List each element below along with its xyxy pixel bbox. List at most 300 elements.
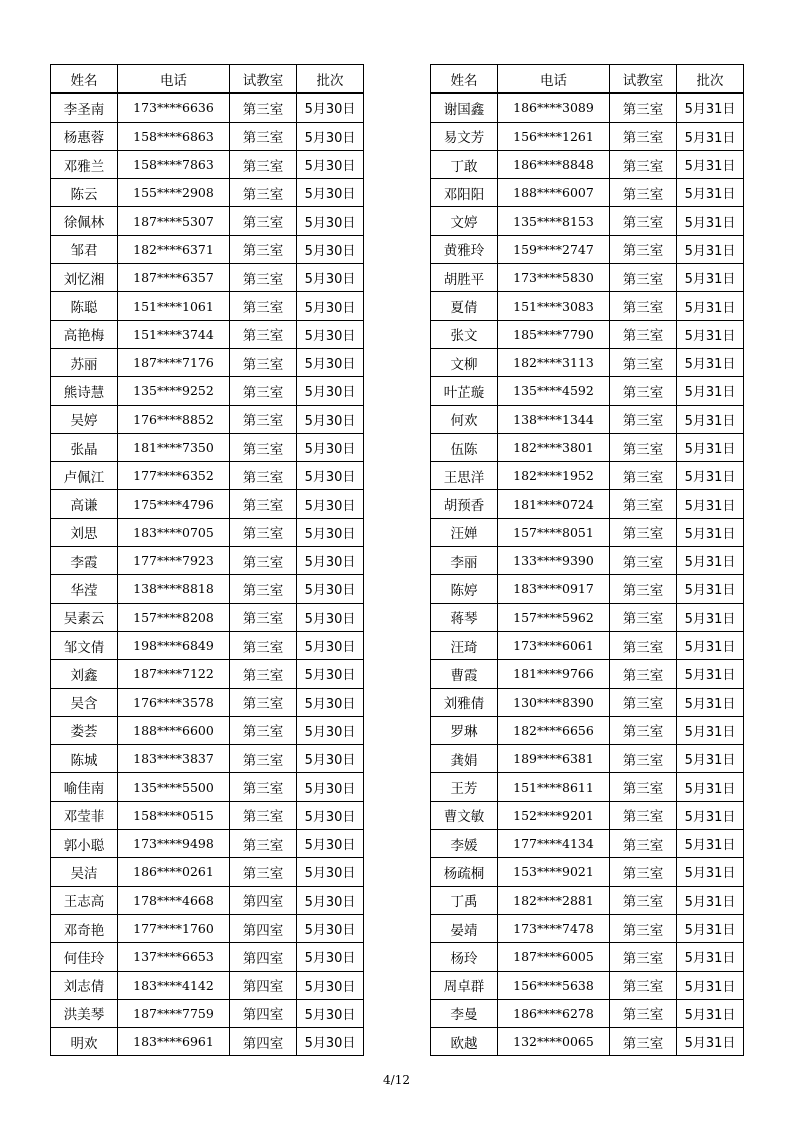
cell-batch: 5月31日 <box>677 1028 744 1056</box>
cell-batch: 5月31日 <box>677 943 744 971</box>
cell-room: 第三室 <box>230 433 297 461</box>
cell-name: 邹君 <box>51 235 118 263</box>
table-row <box>431 377 744 405</box>
cell-phone: 159****2747 <box>498 235 610 263</box>
cell-phone: 183****0705 <box>118 518 230 546</box>
cell-phone: 157****5962 <box>498 603 610 631</box>
cell-phone: 183****3837 <box>118 745 230 773</box>
cell-phone: 158****6863 <box>118 122 230 150</box>
cell-name: 何欢 <box>431 405 498 433</box>
table-row <box>431 320 744 348</box>
cell-room: 第三室 <box>610 292 677 320</box>
cell-name: 邓雅兰 <box>51 150 118 178</box>
table-row <box>51 773 364 801</box>
cell-room: 第三室 <box>610 547 677 575</box>
cell-name: 丁禹 <box>431 886 498 914</box>
table-row <box>431 179 744 207</box>
cell-phone: 137****6653 <box>118 943 230 971</box>
table-row <box>51 575 364 603</box>
cell-phone: 151****1061 <box>118 292 230 320</box>
cell-room: 第三室 <box>230 575 297 603</box>
cell-batch: 5月30日 <box>297 773 364 801</box>
table-row <box>431 603 744 631</box>
cell-phone: 130****8390 <box>498 688 610 716</box>
table-row <box>431 122 744 150</box>
cell-batch: 5月30日 <box>297 688 364 716</box>
roster-body-left <box>51 93 364 1056</box>
cell-batch: 5月31日 <box>677 462 744 490</box>
cell-phone: 175****4796 <box>118 490 230 518</box>
cell-phone: 187****7176 <box>118 348 230 376</box>
cell-batch: 5月30日 <box>297 264 364 292</box>
table-row <box>51 830 364 858</box>
cell-batch: 5月30日 <box>297 518 364 546</box>
cell-name: 杨玲 <box>431 943 498 971</box>
cell-name: 文柳 <box>431 348 498 376</box>
table-row <box>431 773 744 801</box>
cell-name: 胡胜平 <box>431 264 498 292</box>
cell-batch: 5月30日 <box>297 603 364 631</box>
cell-room: 第三室 <box>230 660 297 688</box>
cell-phone: 188****6007 <box>498 179 610 207</box>
cell-room: 第三室 <box>610 914 677 942</box>
header-batch: 批次 <box>297 65 364 94</box>
cell-name: 李霞 <box>51 547 118 575</box>
cell-room: 第三室 <box>610 943 677 971</box>
table-row <box>51 433 364 461</box>
table-header-row <box>51 65 364 94</box>
cell-batch: 5月31日 <box>677 858 744 886</box>
cell-name: 吴含 <box>51 688 118 716</box>
table-row <box>431 150 744 178</box>
cell-batch: 5月31日 <box>677 660 744 688</box>
cell-name: 陈婷 <box>431 575 498 603</box>
cell-batch: 5月31日 <box>677 801 744 829</box>
cell-room: 第三室 <box>610 264 677 292</box>
cell-batch: 5月30日 <box>297 207 364 235</box>
cell-room: 第三室 <box>610 971 677 999</box>
table-row <box>431 688 744 716</box>
cell-phone: 132****0065 <box>498 1028 610 1056</box>
cell-room: 第三室 <box>230 179 297 207</box>
cell-room: 第三室 <box>610 1028 677 1056</box>
roster-body-right <box>431 93 744 1056</box>
cell-phone: 176****3578 <box>118 688 230 716</box>
cell-name: 邓奇艳 <box>51 914 118 942</box>
cell-batch: 5月31日 <box>677 264 744 292</box>
cell-phone: 151****3744 <box>118 320 230 348</box>
cell-batch: 5月31日 <box>677 971 744 999</box>
table-row <box>51 518 364 546</box>
roster-table-right <box>430 64 744 1056</box>
table-row <box>431 943 744 971</box>
cell-phone: 183****4142 <box>118 971 230 999</box>
cell-batch: 5月30日 <box>297 1028 364 1056</box>
table-row <box>51 914 364 942</box>
table-row <box>51 745 364 773</box>
cell-batch: 5月31日 <box>677 886 744 914</box>
cell-name: 陈云 <box>51 179 118 207</box>
cell-room: 第三室 <box>230 716 297 744</box>
cell-batch: 5月30日 <box>297 886 364 914</box>
cell-phone: 187****6357 <box>118 264 230 292</box>
cell-name: 王芳 <box>431 773 498 801</box>
cell-name: 杨惠蓉 <box>51 122 118 150</box>
cell-phone: 189****6381 <box>498 745 610 773</box>
table-row <box>431 575 744 603</box>
table-row <box>51 631 364 659</box>
table-row <box>51 235 364 263</box>
cell-room: 第三室 <box>230 93 297 122</box>
cell-batch: 5月30日 <box>297 745 364 773</box>
cell-phone: 156****5638 <box>498 971 610 999</box>
cell-batch: 5月31日 <box>677 122 744 150</box>
table-row <box>431 716 744 744</box>
cell-batch: 5月30日 <box>297 490 364 518</box>
table-row <box>51 405 364 433</box>
cell-batch: 5月31日 <box>677 745 744 773</box>
table-row <box>431 858 744 886</box>
cell-phone: 182****2881 <box>498 886 610 914</box>
cell-phone: 176****8852 <box>118 405 230 433</box>
cell-name: 苏丽 <box>51 348 118 376</box>
cell-batch: 5月31日 <box>677 348 744 376</box>
cell-phone: 185****7790 <box>498 320 610 348</box>
table-row <box>431 264 744 292</box>
cell-batch: 5月31日 <box>677 235 744 263</box>
cell-name: 邓莹菲 <box>51 801 118 829</box>
cell-batch: 5月30日 <box>297 971 364 999</box>
roster-table-left <box>50 64 364 1056</box>
cell-batch: 5月30日 <box>297 405 364 433</box>
cell-room: 第三室 <box>610 830 677 858</box>
table-row <box>431 801 744 829</box>
cell-name: 刘思 <box>51 518 118 546</box>
cell-room: 第三室 <box>230 150 297 178</box>
cell-phone: 173****7478 <box>498 914 610 942</box>
cell-room: 第三室 <box>230 801 297 829</box>
cell-batch: 5月30日 <box>297 660 364 688</box>
cell-room: 第三室 <box>610 886 677 914</box>
cell-name: 文婷 <box>431 207 498 235</box>
table-row <box>431 490 744 518</box>
cell-name: 李圣南 <box>51 93 118 122</box>
cell-phone: 157****8051 <box>498 518 610 546</box>
table-row <box>51 1028 364 1056</box>
header-room: 试教室 <box>610 65 677 94</box>
cell-batch: 5月30日 <box>297 575 364 603</box>
cell-room: 第三室 <box>230 348 297 376</box>
cell-phone: 135****9252 <box>118 377 230 405</box>
cell-phone: 187****7122 <box>118 660 230 688</box>
cell-phone: 177****7923 <box>118 547 230 575</box>
cell-room: 第三室 <box>610 235 677 263</box>
cell-room: 第三室 <box>610 320 677 348</box>
table-row <box>431 745 744 773</box>
cell-room: 第三室 <box>230 122 297 150</box>
table-row <box>431 886 744 914</box>
cell-phone: 135****4592 <box>498 377 610 405</box>
cell-name: 周卓群 <box>431 971 498 999</box>
table-row <box>431 547 744 575</box>
cell-batch: 5月30日 <box>297 122 364 150</box>
table-row <box>431 660 744 688</box>
cell-batch: 5月30日 <box>297 631 364 659</box>
cell-phone: 186****3089 <box>498 93 610 122</box>
table-row <box>51 292 364 320</box>
cell-name: 罗琳 <box>431 716 498 744</box>
cell-batch: 5月30日 <box>297 235 364 263</box>
cell-name: 吴婷 <box>51 405 118 433</box>
cell-room: 第三室 <box>610 490 677 518</box>
table-row <box>431 405 744 433</box>
cell-batch: 5月30日 <box>297 547 364 575</box>
cell-room: 第三室 <box>230 745 297 773</box>
cell-phone: 152****9201 <box>498 801 610 829</box>
table-row <box>51 688 364 716</box>
cell-name: 晏靖 <box>431 914 498 942</box>
cell-name: 谢国鑫 <box>431 93 498 122</box>
cell-batch: 5月31日 <box>677 575 744 603</box>
cell-batch: 5月30日 <box>297 943 364 971</box>
cell-name: 李丽 <box>431 547 498 575</box>
cell-phone: 173****6636 <box>118 93 230 122</box>
cell-phone: 151****3083 <box>498 292 610 320</box>
cell-room: 第四室 <box>230 1028 297 1056</box>
cell-phone: 153****9021 <box>498 858 610 886</box>
cell-name: 吴洁 <box>51 858 118 886</box>
cell-phone: 198****6849 <box>118 631 230 659</box>
cell-phone: 187****5307 <box>118 207 230 235</box>
cell-phone: 187****6005 <box>498 943 610 971</box>
table-row <box>51 122 364 150</box>
cell-name: 喻佳南 <box>51 773 118 801</box>
cell-name: 陈聪 <box>51 292 118 320</box>
header-name: 姓名 <box>431 65 498 94</box>
cell-batch: 5月31日 <box>677 292 744 320</box>
cell-room: 第三室 <box>610 348 677 376</box>
cell-room: 第三室 <box>610 801 677 829</box>
table-row <box>51 603 364 631</box>
table-row <box>431 235 744 263</box>
cell-batch: 5月31日 <box>677 150 744 178</box>
cell-name: 汪婵 <box>431 518 498 546</box>
cell-name: 丁敢 <box>431 150 498 178</box>
cell-room: 第三室 <box>610 688 677 716</box>
cell-room: 第三室 <box>610 999 677 1027</box>
table-row <box>431 462 744 490</box>
cell-room: 第三室 <box>610 150 677 178</box>
cell-batch: 5月31日 <box>677 773 744 801</box>
cell-room: 第三室 <box>230 631 297 659</box>
cell-name: 何佳玲 <box>51 943 118 971</box>
cell-room: 第四室 <box>230 914 297 942</box>
table-row <box>431 292 744 320</box>
cell-room: 第三室 <box>230 292 297 320</box>
cell-name: 高谦 <box>51 490 118 518</box>
table-row <box>51 179 364 207</box>
cell-batch: 5月31日 <box>677 688 744 716</box>
cell-phone: 157****8208 <box>118 603 230 631</box>
cell-phone: 181****9766 <box>498 660 610 688</box>
cell-room: 第三室 <box>230 490 297 518</box>
cell-name: 熊诗慧 <box>51 377 118 405</box>
cell-phone: 186****6278 <box>498 999 610 1027</box>
cell-room: 第三室 <box>230 462 297 490</box>
table-row <box>431 631 744 659</box>
cell-batch: 5月31日 <box>677 490 744 518</box>
table-row <box>51 462 364 490</box>
cell-room: 第三室 <box>610 575 677 603</box>
cell-batch: 5月30日 <box>297 914 364 942</box>
cell-batch: 5月31日 <box>677 405 744 433</box>
cell-phone: 186****0261 <box>118 858 230 886</box>
cell-phone: 173****9498 <box>118 830 230 858</box>
cell-name: 夏倩 <box>431 292 498 320</box>
cell-phone: 182****6371 <box>118 235 230 263</box>
cell-batch: 5月30日 <box>297 716 364 744</box>
cell-room: 第三室 <box>610 93 677 122</box>
table-row <box>431 999 744 1027</box>
cell-phone: 158****0515 <box>118 801 230 829</box>
cell-room: 第三室 <box>610 858 677 886</box>
cell-batch: 5月31日 <box>677 207 744 235</box>
cell-room: 第三室 <box>230 320 297 348</box>
header-batch: 批次 <box>677 65 744 94</box>
cell-room: 第三室 <box>610 745 677 773</box>
cell-room: 第三室 <box>230 547 297 575</box>
table-row <box>51 93 364 122</box>
cell-phone: 178****4668 <box>118 886 230 914</box>
cell-batch: 5月30日 <box>297 801 364 829</box>
cell-phone: 155****2908 <box>118 179 230 207</box>
cell-room: 第三室 <box>610 773 677 801</box>
cell-phone: 173****5830 <box>498 264 610 292</box>
table-row <box>431 433 744 461</box>
cell-name: 张文 <box>431 320 498 348</box>
cell-phone: 182****3801 <box>498 433 610 461</box>
cell-room: 第三室 <box>230 858 297 886</box>
table-row <box>431 914 744 942</box>
cell-name: 李曼 <box>431 999 498 1027</box>
cell-room: 第三室 <box>230 830 297 858</box>
table-header-row <box>431 65 744 94</box>
cell-phone: 182****3113 <box>498 348 610 376</box>
table-row <box>51 943 364 971</box>
cell-phone: 183****6961 <box>118 1028 230 1056</box>
table-row <box>51 858 364 886</box>
cell-phone: 181****0724 <box>498 490 610 518</box>
cell-room: 第三室 <box>230 264 297 292</box>
cell-batch: 5月30日 <box>297 150 364 178</box>
cell-name: 蒋琴 <box>431 603 498 631</box>
cell-name: 王思洋 <box>431 462 498 490</box>
cell-phone: 182****1952 <box>498 462 610 490</box>
cell-room: 第三室 <box>610 603 677 631</box>
cell-name: 刘鑫 <box>51 660 118 688</box>
cell-room: 第三室 <box>610 518 677 546</box>
cell-room: 第三室 <box>610 377 677 405</box>
cell-name: 刘志倩 <box>51 971 118 999</box>
cell-phone: 183****0917 <box>498 575 610 603</box>
table-row <box>51 490 364 518</box>
cell-room: 第三室 <box>610 462 677 490</box>
cell-batch: 5月31日 <box>677 93 744 122</box>
cell-name: 邹文倩 <box>51 631 118 659</box>
cell-room: 第三室 <box>230 603 297 631</box>
table-row <box>51 660 364 688</box>
cell-name: 曹霞 <box>431 660 498 688</box>
cell-room: 第四室 <box>230 999 297 1027</box>
table-row <box>51 264 364 292</box>
cell-name: 汪琦 <box>431 631 498 659</box>
cell-name: 王志高 <box>51 886 118 914</box>
cell-phone: 151****8611 <box>498 773 610 801</box>
cell-batch: 5月30日 <box>297 93 364 122</box>
cell-batch: 5月30日 <box>297 179 364 207</box>
cell-phone: 135****5500 <box>118 773 230 801</box>
cell-name: 高艳梅 <box>51 320 118 348</box>
table-row <box>431 518 744 546</box>
cell-batch: 5月31日 <box>677 716 744 744</box>
table-row <box>51 207 364 235</box>
cell-name: 徐佩林 <box>51 207 118 235</box>
cell-room: 第三室 <box>610 660 677 688</box>
cell-name: 洪美琴 <box>51 999 118 1027</box>
cell-room: 第三室 <box>610 716 677 744</box>
cell-name: 伍陈 <box>431 433 498 461</box>
cell-room: 第三室 <box>230 207 297 235</box>
table-row <box>51 971 364 999</box>
table-row <box>51 150 364 178</box>
cell-name: 郭小聪 <box>51 830 118 858</box>
cell-phone: 138****8818 <box>118 575 230 603</box>
cell-batch: 5月31日 <box>677 830 744 858</box>
cell-room: 第三室 <box>610 122 677 150</box>
cell-room: 第四室 <box>230 943 297 971</box>
cell-name: 明欢 <box>51 1028 118 1056</box>
cell-room: 第三室 <box>610 179 677 207</box>
cell-name: 陈城 <box>51 745 118 773</box>
cell-name: 欧越 <box>431 1028 498 1056</box>
cell-name: 胡预香 <box>431 490 498 518</box>
page-number: 4/12 <box>383 1073 410 1087</box>
cell-room: 第三室 <box>610 631 677 659</box>
table-row <box>431 830 744 858</box>
cell-name: 刘忆湘 <box>51 264 118 292</box>
cell-batch: 5月30日 <box>297 830 364 858</box>
cell-room: 第四室 <box>230 971 297 999</box>
table-row <box>431 971 744 999</box>
cell-phone: 187****7759 <box>118 999 230 1027</box>
table-row <box>51 547 364 575</box>
cell-name: 张晶 <box>51 433 118 461</box>
cell-phone: 173****6061 <box>498 631 610 659</box>
cell-batch: 5月31日 <box>677 603 744 631</box>
cell-name: 刘雅倩 <box>431 688 498 716</box>
cell-room: 第三室 <box>230 405 297 433</box>
cell-batch: 5月31日 <box>677 914 744 942</box>
table-row <box>51 716 364 744</box>
cell-room: 第三室 <box>230 235 297 263</box>
cell-batch: 5月31日 <box>677 377 744 405</box>
cell-name: 邓阳阳 <box>431 179 498 207</box>
header-phone: 电话 <box>118 65 230 94</box>
cell-phone: 181****7350 <box>118 433 230 461</box>
cell-name: 易文芳 <box>431 122 498 150</box>
header-room: 试教室 <box>230 65 297 94</box>
cell-name: 吴素云 <box>51 603 118 631</box>
